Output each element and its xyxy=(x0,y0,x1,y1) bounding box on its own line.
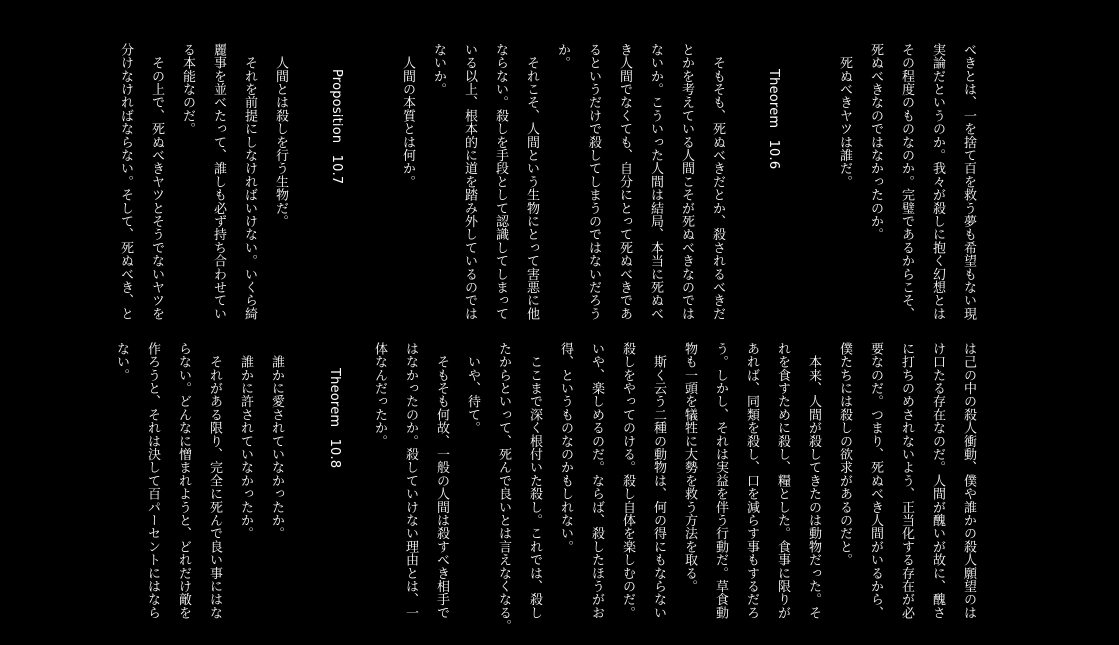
text-line: 要なのだ。つまり、死ぬべき人間がいるから、 xyxy=(868,342,883,620)
text-line: 殺しをやってのける。殺し自体を楽しむのだ。 xyxy=(620,342,635,620)
text-line: 得、というものなのかもしれない。 xyxy=(558,342,573,554)
vertical-text-row-top xyxy=(110,43,984,333)
text-line: ないか。こういった人間は結局、本当に死ぬべ xyxy=(648,43,663,321)
text-line: とかを考えている人間こそが死ぬべきなのでは xyxy=(679,43,694,321)
section-heading: Proposition 10.7 xyxy=(329,69,344,185)
text-line: け口たる存在なのだ。人間が醜いが故に、醜さ xyxy=(930,342,945,620)
text-line: に打ちのめされないよう、正当化する存在が必 xyxy=(899,342,914,620)
text-line: はなかったのか。殺していけない理由とは、一 xyxy=(403,342,418,620)
text-line: は己の中の殺人衝動、僕や誰かの殺人願望のは xyxy=(961,342,976,620)
text-line: いや、楽しめるのだ。ならば、殺したほうがお xyxy=(589,342,604,620)
text-line: 死ぬべきヤツは誰だ。 xyxy=(837,43,852,189)
section-heading: Theorem 10.8 xyxy=(327,368,342,469)
text-line: ない。 xyxy=(114,342,129,382)
text-line: ここまで深く根付いた殺し。これでは、殺し xyxy=(527,342,542,620)
text-line: き人間でなくても、自分にとって死ぬべきであ xyxy=(617,43,632,321)
text-line: れを食すために殺し、糧とした。食事に限りが xyxy=(775,342,790,620)
text-line: 死ぬべきなのではなかったのか。 xyxy=(868,43,883,241)
text-line: 麗事を並べたって、誰しも必ず持ち合わせてい xyxy=(211,43,226,321)
text-line: 誰かに許されていなかったか。 xyxy=(238,342,253,540)
text-line: それがある限り、完全に死んで良い事にはな xyxy=(207,342,222,620)
text-line: いる以上、根本的に道を踏み外しているのでは xyxy=(462,43,477,321)
text-line: 体なんだったか。 xyxy=(372,342,387,448)
text-line: 実論だというのか。我々が殺しに抱く幻想とは xyxy=(930,43,945,321)
text-line: る本能なのだ。 xyxy=(180,43,195,136)
text-line: そもそも何故、一般の人間は殺すべき相手で xyxy=(434,342,449,620)
text-line: るというだけで殺してしまうのではないだろう xyxy=(586,43,601,321)
text-line: 分けなければならない。そして、死ぬべき、と xyxy=(118,43,133,321)
text-line: 本来、人間が殺してきたのは動物だった。そ xyxy=(806,342,821,620)
text-line: べきとは、一を捨て百を救う夢も希望もない現 xyxy=(961,43,976,321)
text-line: う。しかし、それは実益を伴う行動だ。草食動 xyxy=(713,342,728,620)
text-line: ないか。 xyxy=(431,43,446,96)
text-line: 僕たちには殺しの欲求があるのだと。 xyxy=(837,342,852,567)
text-line: その程度のものなのか。完璧であるからこそ、 xyxy=(899,43,914,321)
text-line: 作ろうと、それは決して百パーセントにはなら xyxy=(145,342,160,620)
text-line: らない。どんなに憎まれようと、どれだけ敵を xyxy=(176,342,191,620)
text-line: ならない。殺しを手段として認識してしまって xyxy=(493,43,508,321)
text-line: そもそも、死ぬべきだとか、殺されるべきだ xyxy=(710,43,725,321)
section-heading: Theorem 10.6 xyxy=(766,69,781,170)
text-line: いや、待て。 xyxy=(465,342,480,435)
text-line: 人間とは殺しを行う生物だ。 xyxy=(273,43,288,228)
text-line: 物も一頭を犠牲に大勢を救う方法を取る。 xyxy=(682,342,697,593)
text-line: 人間の本質とは何か。 xyxy=(400,43,415,189)
text-line: 誰かに愛されていなかったか。 xyxy=(269,342,284,540)
text-line: それを前提にしなければいけない。いくら綺 xyxy=(242,43,257,321)
text-line: 斯く云う二種の動物は、何の得にもならない xyxy=(651,342,666,620)
text-line: それこそ、人間という生物にとって害悪に他 xyxy=(524,43,539,321)
text-line: あれば、同類を殺し、口を減らす事もするだろ xyxy=(744,342,759,620)
vertical-text-row-bottom xyxy=(106,342,984,636)
text-line: たからといって、死んで良いとは言えなくなる。 xyxy=(496,342,511,633)
text-line: その上で、死ぬべきヤツとそうでないヤツを xyxy=(149,43,164,321)
text-line: か。 xyxy=(555,43,570,70)
